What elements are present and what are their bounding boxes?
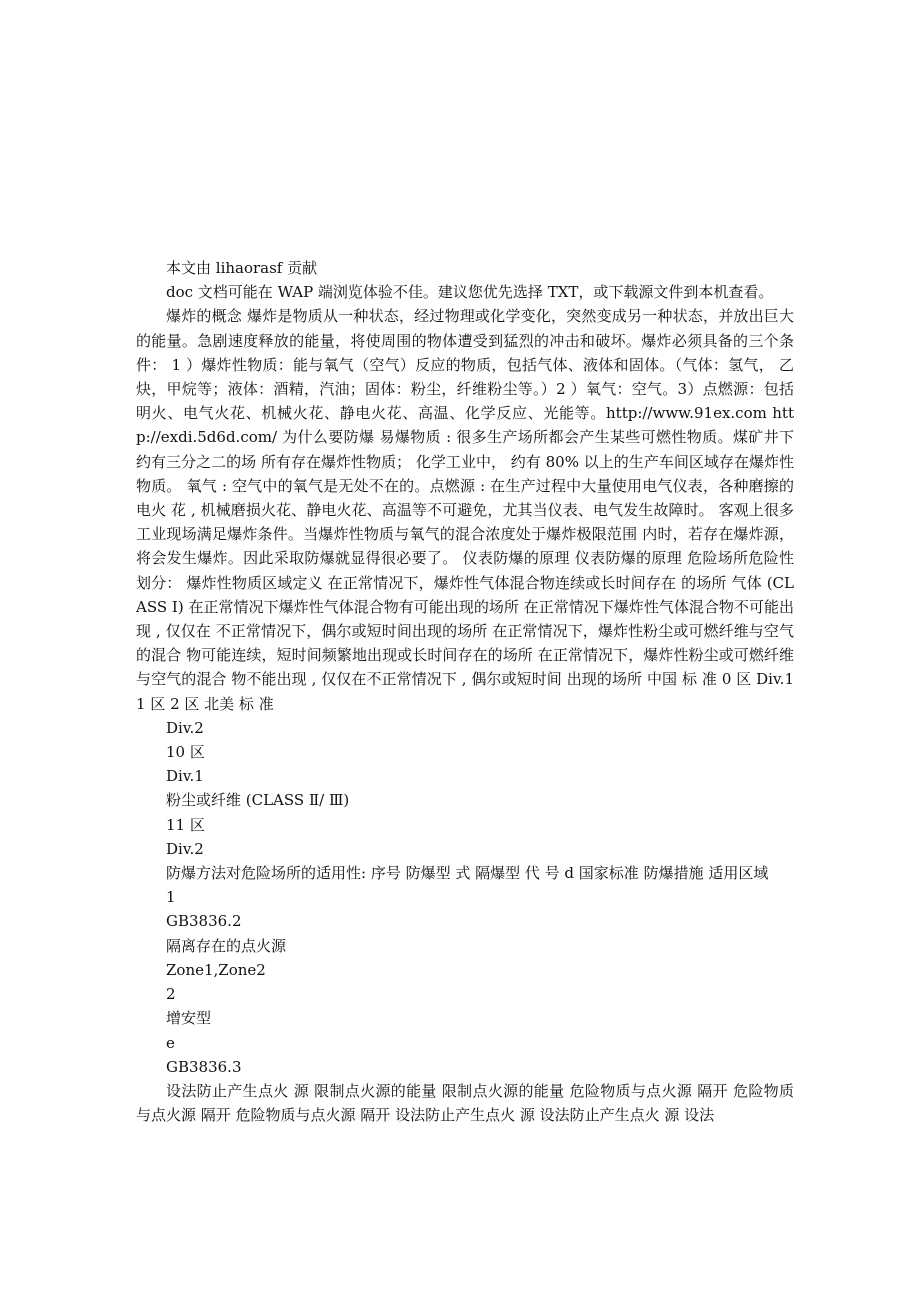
list-item: Zone1,Zone2 <box>166 960 266 979</box>
list-item: 10 区 <box>166 743 205 762</box>
wap-notice: doc 文档可能在 WAP 端浏览体验不佳。建议您优先选择 TXT，或下载源文件到本机查看。 <box>166 283 774 302</box>
list-item: GB3836.3 <box>166 1057 242 1076</box>
main-paragraph: 爆炸的概念 爆炸是物质从一种状态，经过物理或化学变化，突然变成另一种状态，并放出巨大的能量。急剧速度释放的能量，将使周围的物体遭受到猛烈的冲击和破坏。爆炸必须具备的三个条件： 1 ）爆炸性物质：能与氧气（空气）反应的物质，包括气体、液体和固体。（气体：氢气， 乙炔，甲烷等；液体：酒精，汽油；固体：粉尘，纤维粉尘等。）2 ）氧气：空气。3）点燃源：包括明火、电气火花、机械火花、静电火花、高温、化学反应、光能等。http://www.91ex.com http://exdi.5d6d.com/ 为什么要防爆 易爆物质 : 很多生产场所都会产生某些可燃性物质。煤矿井下约有三分之二的场 所有存在爆炸性物质； 化学工业中， 约有 80% 以上的生产车间区域存在爆炸性物质。 氧气 : 空气中的氧气是无处不在的。点燃源 : 在生产过程中大量使用电气仪表，各种磨擦的电火 花 , 机械磨损火花、静电火花、高温等不可避免，尤其当仪表、电气发生故障时。 客观上很多工业现场满足爆炸条件。当爆炸性物质与氧气的混合浓度处于爆炸极限范围 内时，若存在爆炸源，将会发生爆炸。因此采取防爆就显得很必要了。 仪表防爆的原理 仪表防爆的原理 危险场所危险性划分： 爆炸性物质区域定义 在正常情况下，爆炸性气体混合物连续或长时间存在 的场所 气体 (CLASS Ⅰ) 在正常情况下爆炸性气体混合物有可能出现的场所 在正常情况下爆炸性气体混合物不可能出现 , 仅仅在 不正常情况下，偶尔或短时间出现的场所 在正常情况下，爆炸性粉尘或可燃纤维与空气的混合 物可能连续，短时间频繁地出现或长时间存在的场所 在正常情况下，爆炸性粉尘或可燃纤维与空气的混合 物不能出现 , 仅仅在不正常情况下 , 偶尔或短时间 出现的场所 中国 标 准 0 区 Div.1 1 区 2 区 北美 标 准 <box>136 307 794 713</box>
applicability-paragraph: 防爆方法对危险场所的适用性: 序号 防爆型 式 隔爆型 代 号 d 国家标准 防爆措施 适用区域 <box>166 864 769 883</box>
list-item: Div.1 <box>166 767 204 786</box>
list-item: Div.2 <box>166 839 204 858</box>
list-item: 隔离存在的点火源 <box>166 936 287 955</box>
closing-paragraph: 设法防止产生点火 源 限制点火源的能量 限制点火源的能量 危险物质与点火源 隔开 危险物质与点火源 隔开 危险物质与点火源 隔开 设法防止产生点火 源 设法防止产生点火 源 设法 <box>136 1081 794 1125</box>
list-item: 1 <box>166 888 176 907</box>
list-item: e <box>166 1033 175 1052</box>
document-body <box>136 256 794 1127</box>
list-item: 增安型 <box>166 1009 212 1028</box>
contributor-line: 本文由 lihaorasf 贡献 <box>166 259 318 277</box>
list-item: 2 <box>166 985 176 1004</box>
list-item: 粉尘或纤维 (CLASS Ⅱ/ Ⅲ) <box>166 791 350 810</box>
list-item: 11 区 <box>166 815 205 834</box>
list-item: GB3836.2 <box>166 912 242 931</box>
list-item: Div.2 <box>166 718 204 737</box>
